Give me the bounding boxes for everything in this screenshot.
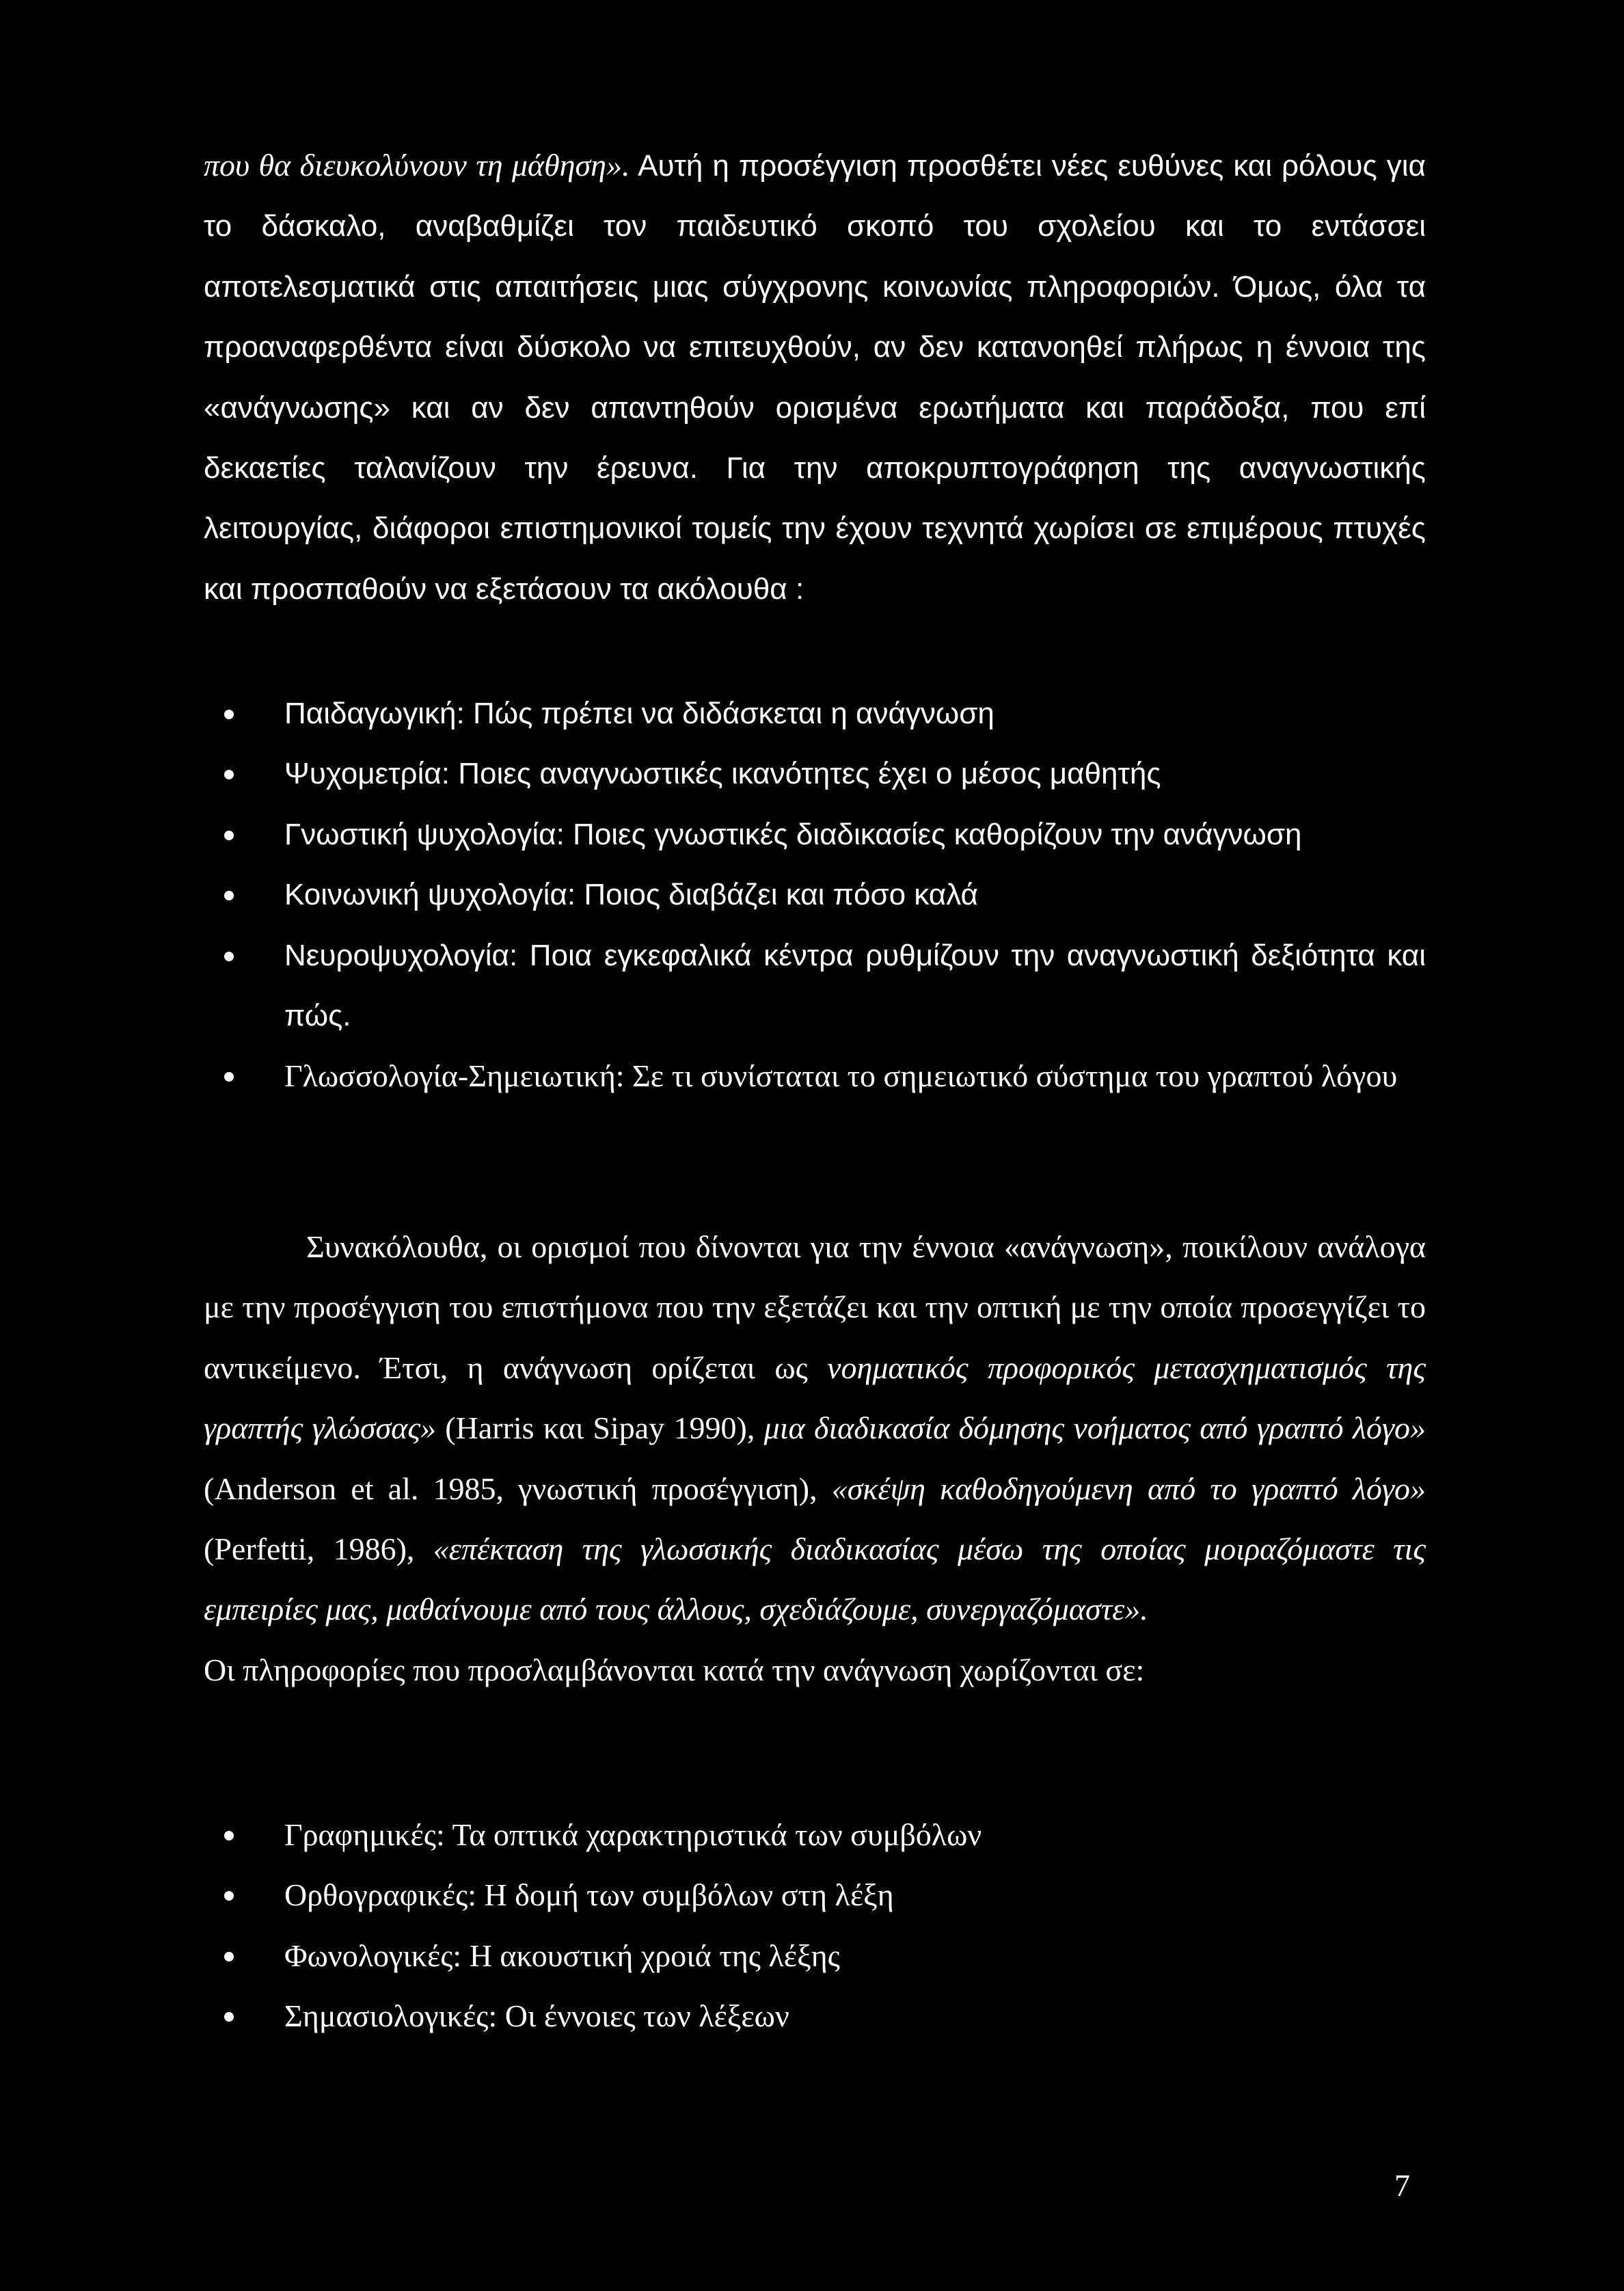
list-item: Ψυχομετρία: Ποιες αναγνωστικές ικανότητες έχει ο μέσος μαθητής [204, 744, 1426, 804]
bullet-icon [224, 1952, 234, 1961]
list-item: Γλωσσολογία-Σημειωτική: Σε τι συνίσταται το σημειωτικό σύστημα του γραπτού λόγου [204, 1046, 1426, 1107]
bullet-icon [224, 770, 234, 779]
definition-quote: «επέκταση της γλωσσικής διαδικασίας μέσω της οποίας μοιραζόμαστε τις εμπειρίες μας, μαθαίνουμε από τους άλλους, σχεδιάζουμε, συνεργαζόμαστε». [204, 1531, 1426, 1627]
bullet-icon [224, 2012, 234, 2022]
list-item: Παιδαγωγική: Πώς πρέπει να διδάσκεται η ανάγνωση [204, 684, 1426, 744]
definitions-paragraph: Συνακόλουθα, οι ορισμοί που δίνονται για την έννοια «ανάγνωση», ποικίλουν ανάλογα με την προσέγγιση του επιστήμονα που την εξετάζει και την οπτική με την οποία προσεγγίζει το αντικείμενο. Έτσι, η ανάγνωση ορίζεται ως νοηματικός προφορικός μετασχηματισμός της γραπτής γλώσσας» (Harris και Sipay 1990), μια διαδικασία δόμησης νοήματος από γραπτό λόγο» (Anderson et al. 1985, γνωστική προσέγγιση), «σκέψη καθοδηγούμενη από το γραπτό λόγο» (Perfetti, 1986), «επέκταση της γλωσσικής διαδικασίας μέσω της οποίας μοιραζόμαστε τις εμπειρίες μας, μαθαίνουμε από τους άλλους, σχεδιάζουμε, συνεργαζόμαστε». Οι πληροφορίες που προσλαμβάνονται κατά την ανάγνωση χωρίζονται σε: [204, 1229, 1426, 1687]
bullet-icon [224, 1891, 234, 1901]
definition-quote: νοηματικός προφορικός μετασχηματισμός της γραπτής γλώσσας» [204, 1350, 1426, 1446]
bullet-icon [224, 891, 234, 900]
page-number: 7 [1394, 2168, 1410, 2203]
list-item: Σημασιολογικές: Οι έννοιες των λέξεων [204, 1986, 1426, 2046]
information-types-list [204, 1805, 1426, 2047]
opening-paragraph [204, 135, 1426, 619]
bullet-icon [224, 1072, 234, 1082]
paragraph-text: Αυτή η προσέγγιση προσθέτει νέες ευθύνες και ρόλους για το δάσκαλο, αναβαθμίζει τον παιδευτικό σκοπό του σχολείου και το εντάσσει αποτελεσματικά στις απαιτήσεις μιας σύγχρονης κοινωνίας πληροφοριών. Όμως, όλα τα προαναφερθέντα είναι δύσκολο να επιτευχθούν, αν δεν κατανοηθεί πλήρως η έννοια της «ανάγνωσης» και αν δεν απαντηθούν ορισμένα ερωτήματα και παράδοξα, που επί δεκαετίες ταλανίζουν την έρευνα. Για την αποκρυπτογράφηση της αναγνωστικής λειτουργίας, διάφοροι επιστημονικοί τομείς την έχουν τεχνητά χωρίσει σε επιμέρους πτυχές και προσπαθούν να εξετάσουν τα ακόλουθα : [204, 149, 1426, 606]
bullet-icon [224, 1831, 234, 1840]
research-fields-list [204, 684, 1426, 1108]
list-item: Νευροψυχολογία: Ποια εγκεφαλικά κέντρα ρυθμίζουν την αναγνωστική δεξιότητα και πώς. [204, 926, 1426, 1047]
italic-quote-end: που θα διευκολύνουν τη μάθηση». [204, 148, 630, 183]
bullet-icon [224, 952, 234, 961]
definition-quote: «σκέψη καθοδηγούμενη από το γραπτό λόγο» [831, 1471, 1426, 1506]
bullet-icon [224, 710, 234, 719]
list-item: Ορθογραφικές: Η δομή των συμβόλων στη λέξη [204, 1865, 1426, 1925]
list-item: Γνωστική ψυχολογία: Ποιες γνωστικές διαδικασίες καθορίζουν την ανάγνωση [204, 805, 1426, 865]
list-item: Γραφημικές: Τα οπτικά χαρακτηριστικά των συμβόλων [204, 1805, 1426, 1865]
list-intro: Οι πληροφορίες που προσλαμβάνονται κατά την ανάγνωση χωρίζονται σε: [204, 1652, 1145, 1687]
list-item: Φωνολογικές: Η ακουστική χροιά της λέξης [204, 1926, 1426, 1986]
definition-quote: μια διαδικασία δόμησης νοήματος από γραπτό λόγο» [763, 1410, 1426, 1446]
list-item: Κοινωνική ψυχολογία: Ποιος διαβάζει και πόσο καλά [204, 865, 1426, 925]
bullet-icon [224, 831, 234, 840]
